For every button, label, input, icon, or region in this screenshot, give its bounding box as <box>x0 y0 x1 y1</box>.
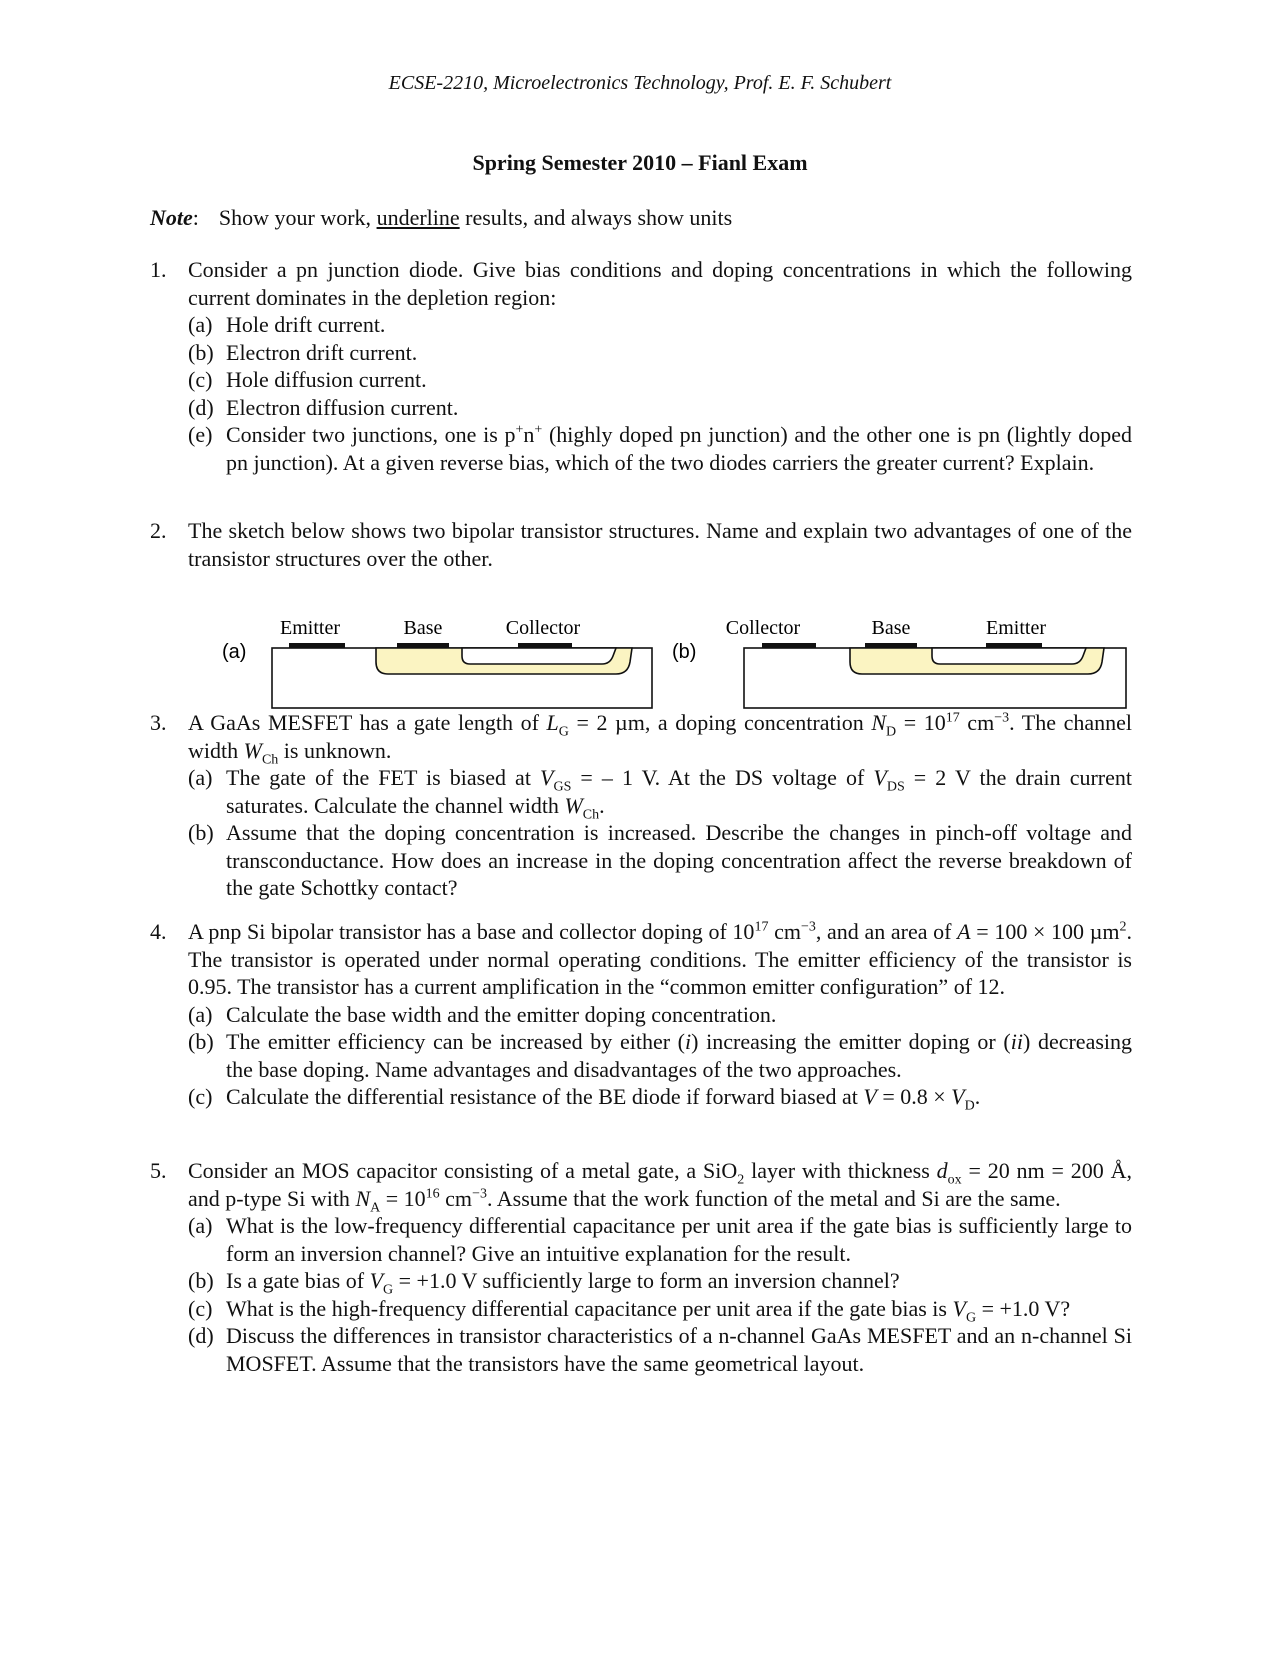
note-label: Note <box>150 205 193 230</box>
bipolar-transistor-figure <box>220 618 1140 718</box>
terminal-b-emitter: Emitter <box>986 618 1046 639</box>
question-text: A pnp Si bipolar transistor has a base and collector doping of $10^{17}$ $cm^{-3}$, and an area of A = 100 × 100 µm$^2$. The transistor is operated under normal operating conditions. The emitter efficiency of the transistor is 0.95. The transistor has a current amplification in the “common emitter configuration” of 12. <box>188 919 1132 999</box>
question-2 <box>150 517 1132 572</box>
question-text: The sketch below shows two bipolar transistor structures. Name and explain two advantages of one of the transistor structures over the other. <box>188 518 1132 571</box>
course-header: ECSE-2210, Microelectronics Technology, Prof. E. F. Schubert <box>388 72 892 94</box>
emitter-region-a <box>462 648 616 664</box>
question-number: 4. <box>150 919 167 944</box>
note-text-pre: Show your work, <box>218 205 377 230</box>
sub-question-c: (c) Calculate the differential resistance of the BE diode if forward biased at $V = 0.8 \times V_D$. <box>188 1084 981 1114</box>
sub-question-b: (b) Assume that the doping concentration is increased. Describe the changes in pinch-off voltage and transconductance. How does an increase in the doping concentration affect the reverse breakdown of the gate Schottky contact? <box>188 820 1132 900</box>
sub-question-c: (c) What is the high-frequency differential capacitance per unit area if the gate bias is $V_G = +1.0$ V? <box>188 1295 1071 1325</box>
sub-question-d: (d) Electron diffusion current. <box>188 394 459 420</box>
sub-question-b: (b) Is a gate bias of $V_G = +1.0$ V sufficiently large to form an inversion channel? <box>188 1268 900 1298</box>
sub-question-a: (a) The gate of the FET is biased at $V_{GS}$ = – 1 V. At the DS voltage of $V_{DS} = 2$ V the drain current saturates. Calculate the channel width $W_{Ch}$. <box>188 765 1132 822</box>
structure-b <box>672 618 1126 708</box>
sub-question-b: (b) The emitter efficiency can be increased by either (i) increasing the emitter doping or (ii) decreasing the base doping. Name advantages and disadvantages of the two approaches. <box>188 1029 1133 1082</box>
question-4 <box>150 918 1133 1114</box>
question-number: 1. <box>150 257 167 282</box>
sub-question-d: (d) Discuss the differences in transistor characteristics of a n-channel GaAs MESFET and an n-channel Si MOSFET. Assume that the transistors have the same geometrical layout. <box>188 1323 1132 1376</box>
terminal-a-collector: Collector <box>505 618 581 639</box>
exam-title: Spring Semester 2010 – Fianl Exam <box>472 150 808 175</box>
sub-question-a: (a) Hole drift current. <box>188 312 386 337</box>
terminal-a-base: Base <box>403 618 443 639</box>
sub-question-e: (e) Consider two junctions, one is p+n+ (highly doped pn junction) and the other one is pn (lightly doped pn junction). At a given reverse bias, which of the two diodes carriers the greater current? Explain. <box>188 422 1132 475</box>
label-b: (b) <box>672 641 697 663</box>
question-text: Consider an MOS capacitor consisting of a metal gate, a SiO$_2$ layer with thickness $d_{ox} = 20$ nm = 200 Å, and p-type Si with $N_A = 10^{16}$ $cm^{-3}$. Assume that the work function of the metal and Si are the same. <box>188 1158 1132 1215</box>
question-number: 2. <box>150 518 167 543</box>
note-colon: : <box>192 205 199 230</box>
note-underlined-word: underline <box>376 205 460 230</box>
sub-question-b: (b) Electron drift current. <box>188 339 418 365</box>
label-a: (a) <box>222 641 247 663</box>
question-number: 3. <box>150 710 167 735</box>
question-number: 5. <box>150 1158 167 1183</box>
terminal-b-base: Base <box>871 618 911 639</box>
sub-question-a: (a) Calculate the base width and the emitter doping concentration. <box>188 1001 777 1027</box>
emitter-region-b <box>932 648 1086 664</box>
sub-question-a: (a) What is the low-frequency differential capacitance per unit area if the gate bias is sufficiently large to form an inversion channel? Give an intuitive explanation for the result. <box>188 1213 1132 1266</box>
question-5 <box>150 1157 1132 1377</box>
contact-a-emitter <box>289 643 345 648</box>
question-text: Consider a pn junction diode. Give bias conditions and doping concentrations in which the following current dominates in the depletion region: <box>188 257 1132 310</box>
terminal-b-collector: Collector <box>725 618 801 639</box>
question-3 <box>150 709 1132 902</box>
terminal-a-emitter: Emitter <box>280 618 340 639</box>
question-text: A GaAs MESFET has a gate length of $L_G = 2$ µm, a doping concentration $N_D = 10^{17}$ $cm^{-3}$. The channel width $W_{Ch}$ is unknown. <box>188 710 1132 767</box>
structure-a <box>222 618 652 708</box>
note-text-post: results, and always show units <box>459 205 733 230</box>
sub-question-c: (c) Hole diffusion current. <box>188 367 427 392</box>
contact-b-collector <box>762 643 816 648</box>
note-line <box>150 205 732 231</box>
question-1 <box>150 256 1132 476</box>
